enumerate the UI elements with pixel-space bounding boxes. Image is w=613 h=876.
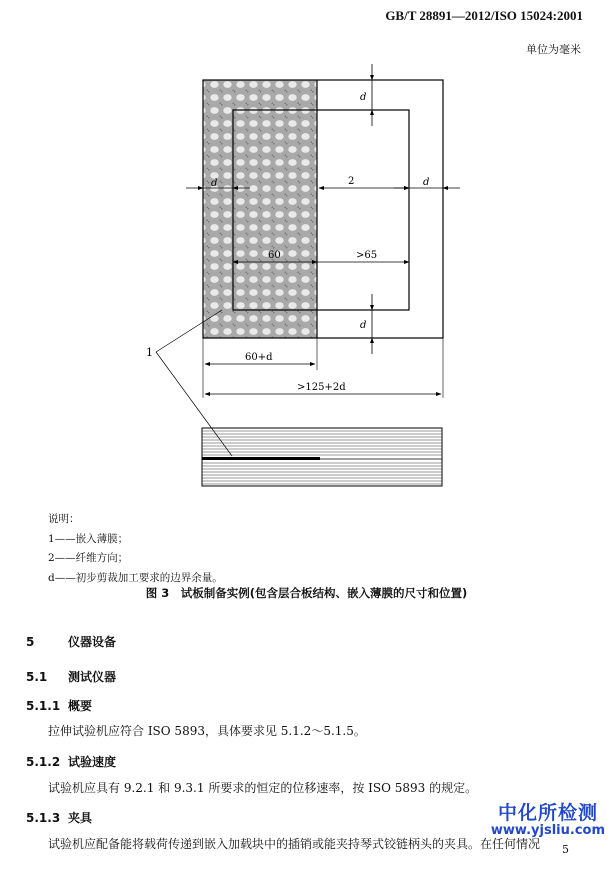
page-number: 5 (562, 843, 569, 856)
dim-d-top (360, 64, 372, 126)
paragraph-5-1-1: 拉伸试验机应符合 ISO 5893，具体要求见 5.1.2～5.1.5。 (48, 724, 366, 738)
dim-fibre-direction (319, 176, 409, 188)
svg-text:d: d (211, 178, 218, 189)
dim-d-bottom (360, 294, 372, 354)
cross-section-film (202, 457, 320, 460)
section-5-heading: 5 仪器设备 (26, 635, 117, 649)
svg-text:d: d (423, 177, 430, 188)
standard-code: GB/T 28891—2012/ISO 15024:2001 (385, 8, 583, 23)
svg-text:60+d: 60+d (245, 352, 273, 363)
figure-legend (48, 510, 223, 588)
legend-title: 说明： (48, 513, 80, 525)
svg-text:d: d (360, 320, 367, 331)
svg-text:1: 1 (146, 346, 153, 359)
legend-item: 1——嵌入薄膜； (48, 532, 129, 545)
section-5-1-2-heading: 5.1.2 试验速度 (26, 755, 117, 769)
watermark-brand: 中化所检测 (497, 802, 598, 824)
svg-text:60: 60 (268, 250, 281, 261)
section-5-1-heading: 5.1 测试仪器 (26, 670, 117, 684)
laminate-cross-section (202, 428, 442, 486)
legend-item: d——初步剪裁加工要求的边界余量。 (48, 571, 223, 584)
svg-text:>125+2d: >125+2d (297, 382, 346, 393)
svg-text:>65: >65 (356, 250, 378, 261)
paragraph-5-1-3: 试验机应配备能将载荷传递到嵌入加载块中的插销或能夹持琴式铰链柄头的夹具。在任何情况 (48, 837, 541, 851)
dim-125-plus-2d (205, 382, 441, 394)
paragraph-5-1-2: 试验机应具有 9.2.1 和 9.3.1 所要求的恒定的位移速率，按 ISO 5893 的规定。 (48, 781, 478, 795)
svg-text:d: d (360, 92, 367, 103)
watermark-url: www.yjsliu.com (490, 822, 605, 838)
embedded-film-region (203, 80, 317, 338)
watermark-logo (491, 804, 605, 838)
dim-d-right (394, 177, 460, 188)
section-5-1-1-heading: 5.1.1 概要 (26, 699, 93, 713)
unit-note: 单位为毫米 (526, 43, 581, 56)
svg-text:2: 2 (348, 176, 355, 187)
section-5-1-3-heading: 5.1.3 夹具 (26, 811, 93, 825)
legend-item: 2——纤维方向； (48, 552, 129, 564)
figure-caption: 图 3 试板制备实例(包含层合板结构、嵌入薄膜的尺寸和位置) (145, 586, 468, 600)
